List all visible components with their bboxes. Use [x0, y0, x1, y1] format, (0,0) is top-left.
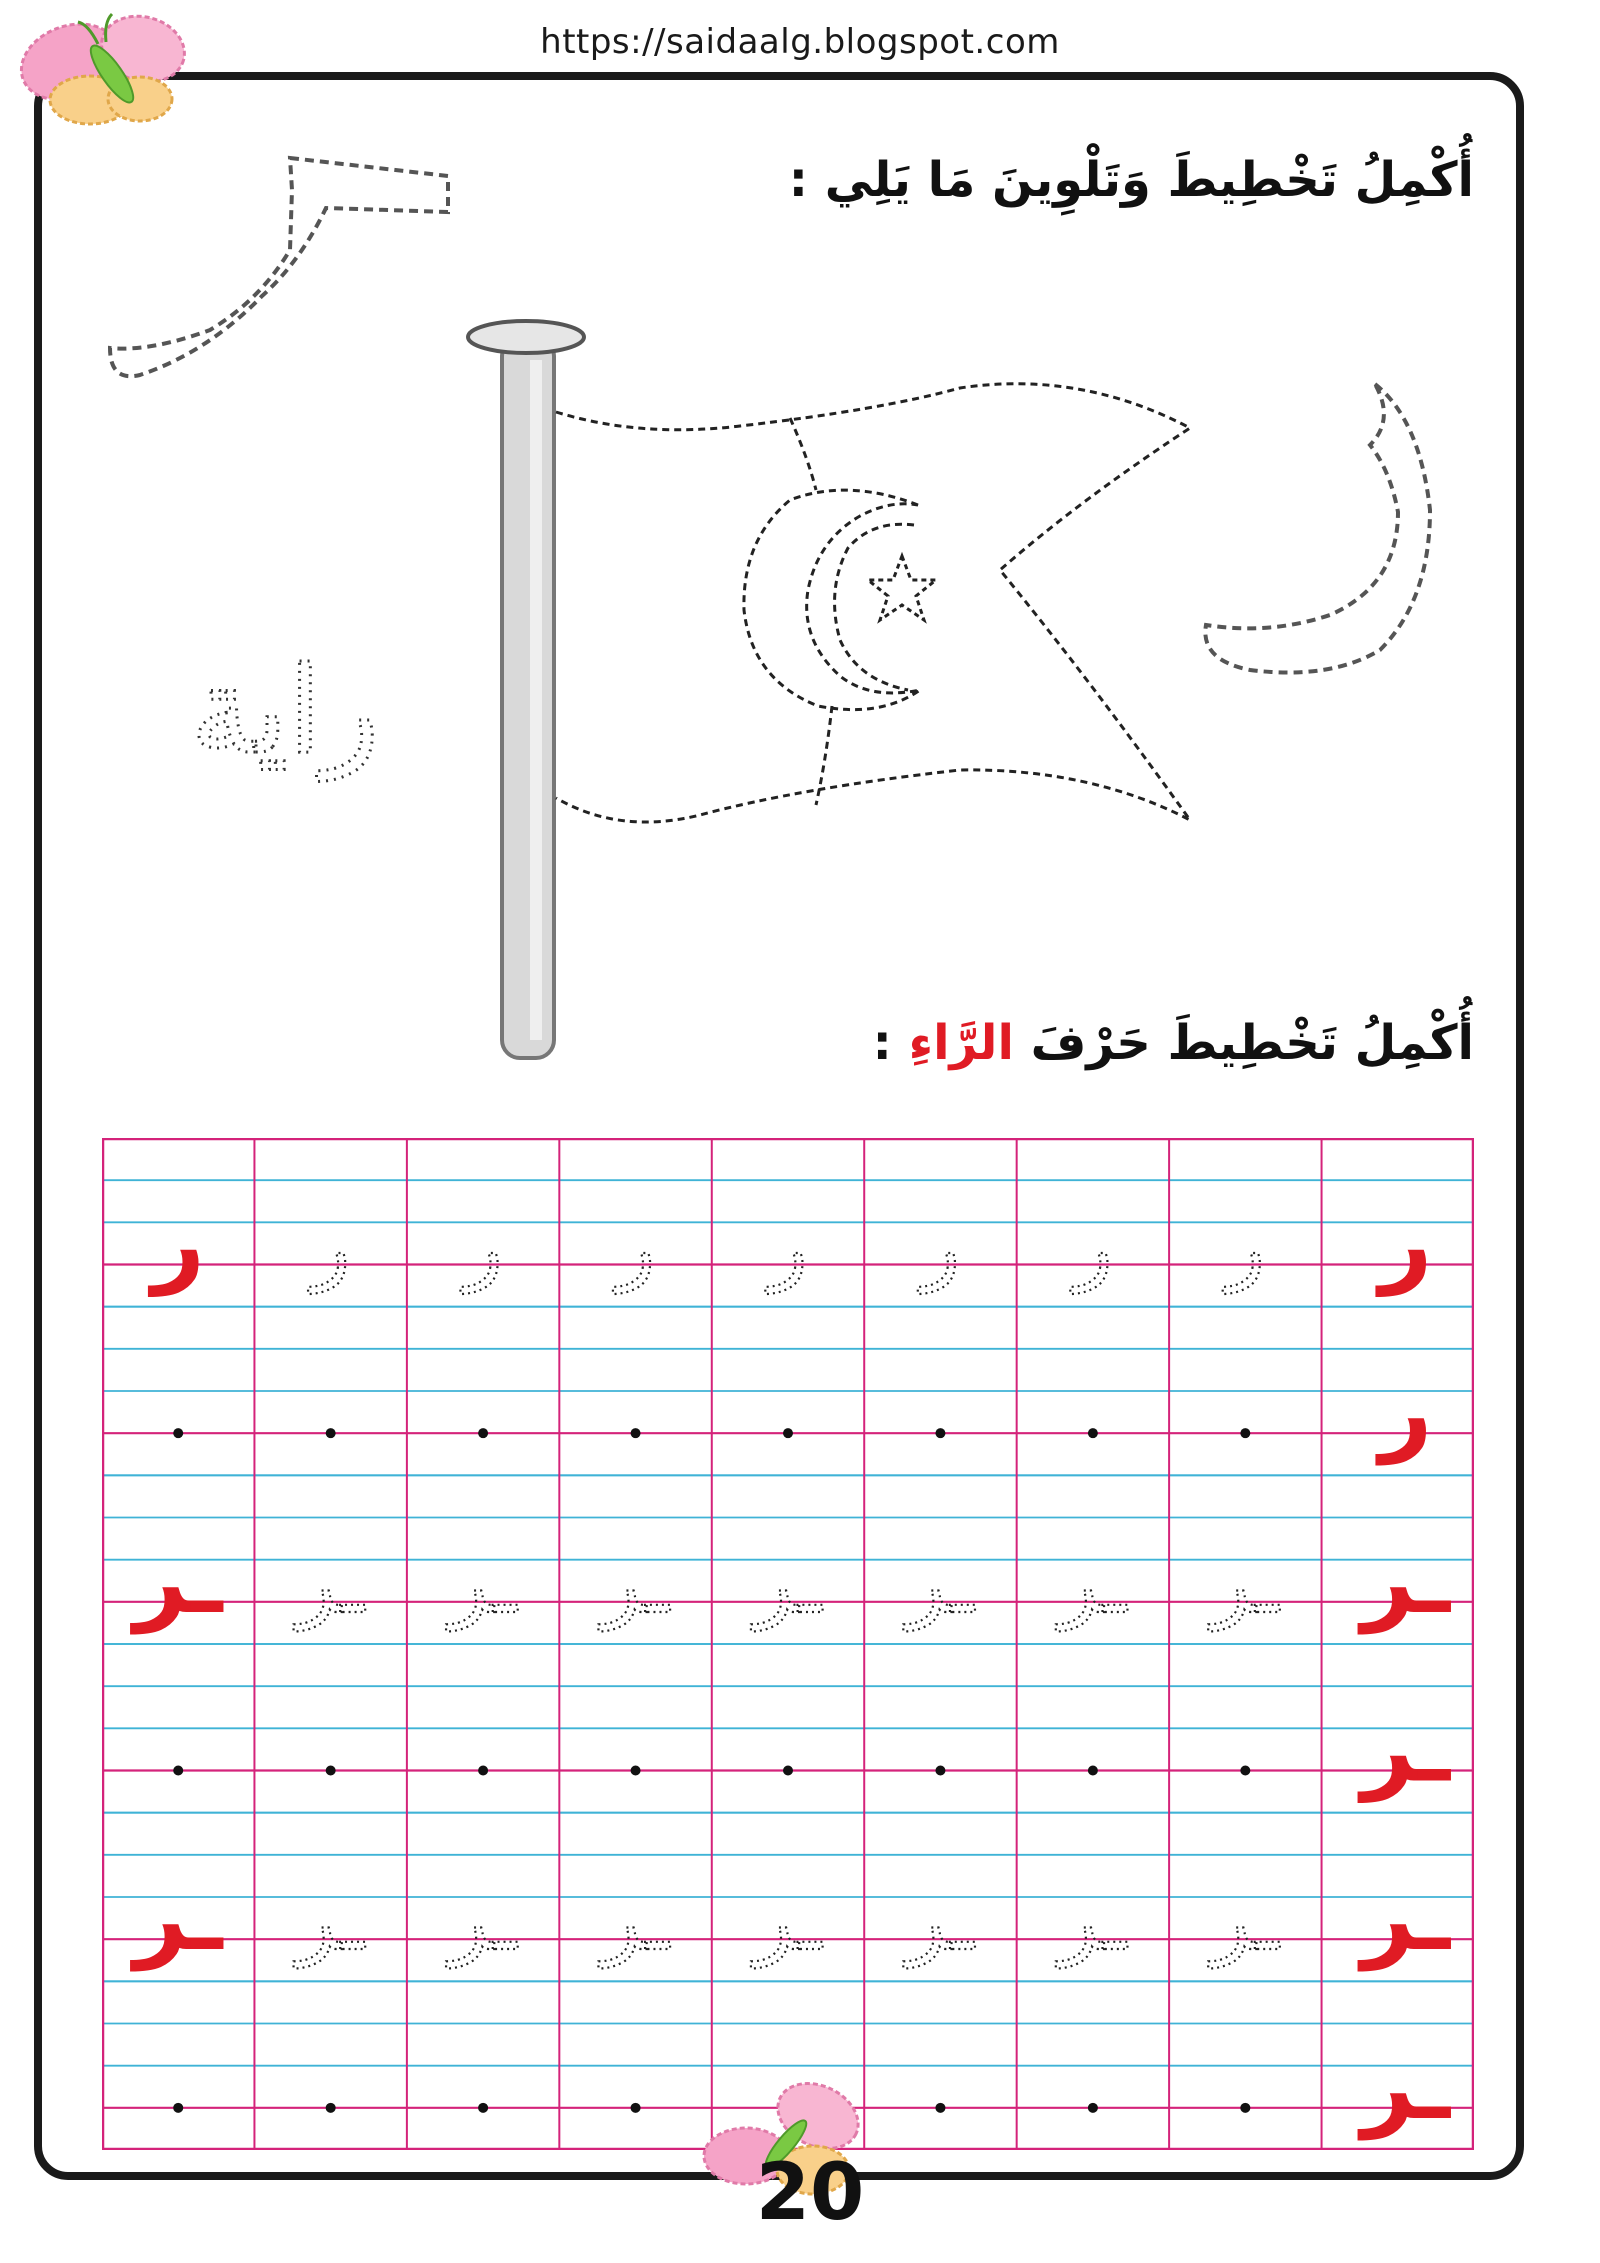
trace-letter[interactable]: ـر — [906, 1875, 975, 1969]
practice-grid — [102, 1138, 1474, 2150]
star-icon — [868, 556, 936, 620]
letter-name-highlight: الرَّاءِ — [908, 1015, 1014, 1071]
start-dot — [1088, 1428, 1098, 1438]
flag-icon — [556, 384, 1190, 822]
start-dot — [478, 1766, 488, 1776]
model-letter: ر — [1379, 1358, 1433, 1466]
dotted-word: راية — [190, 642, 380, 781]
start-dot — [1240, 1766, 1250, 1776]
trace-letter[interactable]: ـر — [1211, 1875, 1280, 1969]
trace-letter[interactable]: ـر — [296, 1875, 365, 1969]
model-letter: ـر — [133, 1526, 223, 1634]
trace-letter[interactable]: ـر — [754, 1875, 822, 1969]
trace-letter[interactable]: ـر — [1211, 1537, 1280, 1631]
trace-letter[interactable]: ر — [311, 1200, 350, 1294]
trace-letter[interactable]: ـر — [449, 1537, 517, 1631]
trace-letter[interactable]: ـر — [1059, 1875, 1127, 1969]
start-dot — [478, 1428, 488, 1438]
trace-letter[interactable]: ـر — [296, 1537, 365, 1631]
start-dot — [783, 1428, 793, 1438]
start-dot — [173, 2103, 183, 2113]
start-dot — [326, 1428, 336, 1438]
start-dot — [935, 1428, 945, 1438]
dashed-letter-ra-left — [110, 158, 448, 376]
start-dot — [935, 1766, 945, 1776]
flag-illustration — [0, 0, 1600, 1100]
start-dot — [173, 1428, 183, 1438]
start-dot — [631, 1428, 641, 1438]
blog-url: https://saidaalg.blogspot.com — [540, 22, 1060, 62]
trace-letter[interactable]: ر — [463, 1200, 503, 1294]
instruction-trace-color: أُكْمِلُ تَخْطِيطَ وَتَلْوِينَ مَا يَلِي : — [788, 152, 1474, 208]
start-dot — [326, 2103, 336, 2113]
start-dot — [1240, 1428, 1250, 1438]
dashed-letter-ra-right — [1205, 384, 1430, 673]
practice-grid-canvas — [102, 1138, 1474, 2150]
start-dot — [1088, 2103, 1098, 2113]
start-dot — [935, 2103, 945, 2113]
start-dot — [1240, 2103, 1250, 2113]
model-letter: ـر — [1361, 2032, 1451, 2140]
model-letter: ـر — [1361, 1526, 1451, 1634]
instruction-prefix: أُكْمِلُ تَخْطِيطَ حَرْفَ — [1013, 1015, 1474, 1071]
trace-letter[interactable]: ـر — [601, 1875, 670, 1969]
start-dot — [631, 1766, 641, 1776]
trace-letter[interactable]: ر — [1073, 1200, 1113, 1294]
start-dot — [631, 2103, 641, 2113]
trace-letter[interactable]: ر — [768, 1200, 808, 1294]
model-letter: ـر — [1361, 1864, 1451, 1972]
model-letter: ر — [1379, 1189, 1433, 1297]
start-dot — [326, 1766, 336, 1776]
trace-letter[interactable]: ر — [616, 1200, 655, 1294]
instruction-trace-letter — [873, 1015, 1474, 1071]
start-dot — [478, 2103, 488, 2113]
crescent-icon — [744, 490, 920, 709]
instruction-suffix: : — [872, 1015, 909, 1071]
model-letter: ر — [151, 1189, 205, 1297]
trace-letter[interactable]: ـر — [449, 1875, 517, 1969]
trace-letter[interactable]: ر — [921, 1200, 960, 1294]
model-letter: ـر — [1361, 1695, 1451, 1803]
start-dot — [1088, 1766, 1098, 1776]
start-dot — [173, 1766, 183, 1776]
page-number: 20 — [755, 2148, 865, 2238]
trace-letter[interactable]: ـر — [1059, 1537, 1127, 1631]
trace-letter[interactable]: ر — [1226, 1200, 1265, 1294]
model-letter: ـر — [133, 1864, 223, 1972]
flag-pole-icon — [468, 321, 584, 1058]
trace-letter[interactable]: ـر — [601, 1537, 670, 1631]
start-dot — [783, 1766, 793, 1776]
trace-letter[interactable]: ـر — [754, 1537, 822, 1631]
trace-letter[interactable]: ـر — [906, 1537, 975, 1631]
